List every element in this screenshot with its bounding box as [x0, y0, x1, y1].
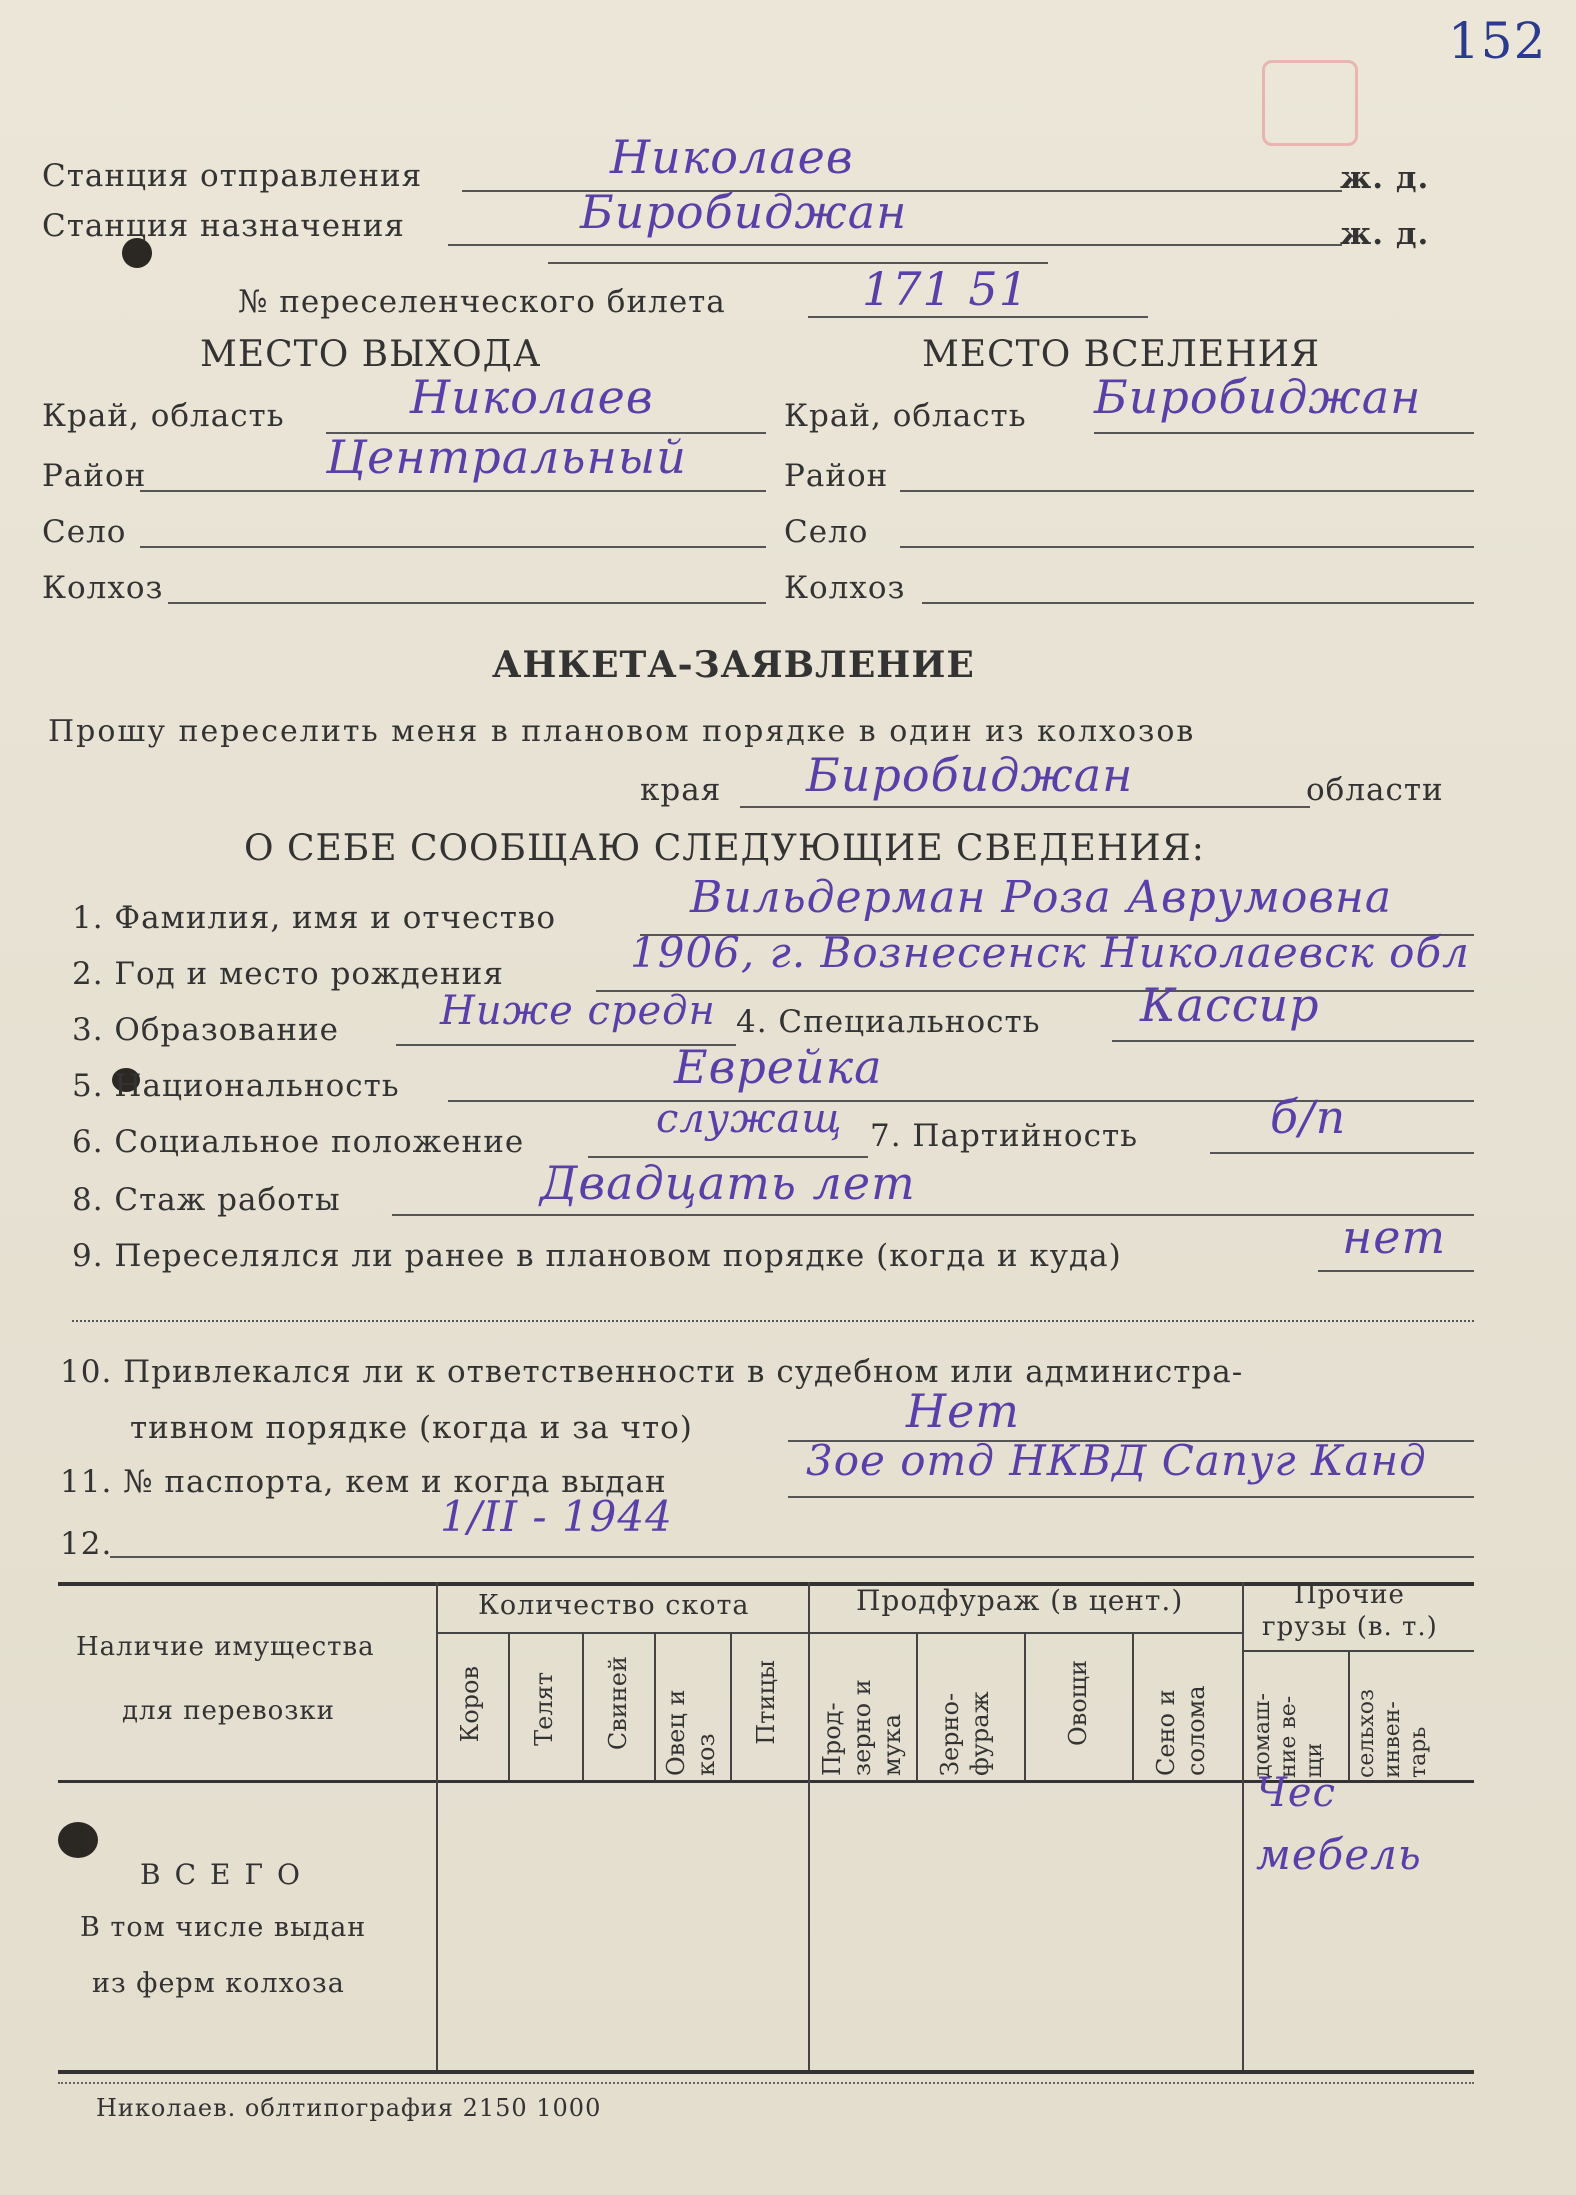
q4-value: Кассир: [1140, 978, 1320, 1032]
table-col-divider: [730, 1632, 732, 1780]
footer-printer: Николаев. облтипография 2150 1000: [96, 2094, 602, 2122]
departure-value: Николаев: [610, 130, 854, 184]
stamp-mark: [1262, 60, 1358, 146]
table-total-label: ВСЕГО: [140, 1858, 314, 1891]
q5-value: Еврейка: [674, 1040, 883, 1094]
destination-district-label: Район: [784, 458, 889, 494]
q10-label-line2: тивном порядке (когда и за что): [130, 1410, 693, 1446]
q11-date: 1/II - 1944: [440, 1492, 673, 1541]
q4-label: 4. Специальность: [736, 1004, 1041, 1040]
table-issued-line1: В том числе выдан: [80, 1912, 367, 1943]
table-bottom-border: [58, 2070, 1474, 2074]
col-grain: [818, 1640, 906, 1776]
table-col-divider: [1132, 1632, 1134, 1780]
table-col-divider: [654, 1632, 656, 1780]
q4-line: [1112, 1040, 1474, 1042]
col-household-line3: щи: [1302, 1742, 1327, 1778]
col-sheep-line2: коз: [692, 1733, 720, 1776]
col-household-line1: домаш-: [1250, 1693, 1275, 1778]
table-col-divider: [916, 1632, 918, 1780]
table-divider-rowheader: [436, 1582, 438, 2070]
table-row-header-line2: для перевозки: [122, 1696, 335, 1726]
q12-label: 12.: [60, 1526, 113, 1562]
col-sheep-line1: Овец и: [662, 1689, 690, 1776]
col-hay: [1152, 1640, 1210, 1776]
table-group-other-line1: Прочие: [1294, 1580, 1405, 1610]
destination-kolkhoz-line: [922, 602, 1474, 604]
destination-district-line: [900, 490, 1474, 492]
q9-value: нет: [1342, 1210, 1447, 1264]
q5-label: 5. Национальность: [72, 1068, 400, 1104]
origin-kolkhoz-line: [168, 602, 766, 604]
origin-title: МЕСТО ВЫХОДА: [200, 334, 542, 375]
table-divider-fodder-end: [1242, 1582, 1244, 2070]
col-agri-line3: тарь: [1406, 1726, 1431, 1778]
request-oblast: области: [1306, 772, 1444, 808]
origin-district-line: [140, 490, 766, 492]
page-number: 152: [1448, 12, 1547, 70]
q7-value: б/п: [1270, 1090, 1347, 1144]
table-top-border: [58, 1582, 1474, 1586]
col-household: [1250, 1656, 1328, 1778]
q9-line2: [72, 1320, 1474, 1322]
origin-region-label: Край, область: [42, 398, 285, 434]
footer-rule: [58, 2082, 1474, 2084]
col-cows: Коров: [456, 1666, 484, 1743]
table-group-other-line2: грузы (в. т.): [1262, 1612, 1438, 1642]
q1-label: 1. Фамилия, имя и отчество: [72, 900, 557, 936]
departure-rail-suffix: ж. д.: [1340, 160, 1430, 196]
col-feedgrain-line1: Зерно-: [936, 1692, 964, 1776]
q12-line: [110, 1556, 1474, 1558]
destination-region-label: Край, область: [784, 398, 1027, 434]
table-issued-line2: из ферм колхоза: [92, 1968, 345, 1999]
table-col-divider: [508, 1632, 510, 1780]
origin-village-line: [140, 546, 766, 548]
col-calves: Телят: [530, 1672, 558, 1746]
punch-hole-bottom: [58, 1822, 98, 1858]
table-col-divider: [1348, 1650, 1350, 1780]
col-birds: Птицы: [752, 1660, 780, 1745]
ticket-line: [808, 316, 1148, 318]
ticket-value: 171 51: [862, 262, 1029, 316]
col-household-line2: ние ве-: [1276, 1695, 1301, 1778]
destination-kolkhoz-label: Колхоз: [784, 570, 906, 606]
q11-label: 11. № паспорта, кем и когда выдан: [60, 1464, 667, 1500]
table-divider-livestock-end: [808, 1582, 810, 2070]
arrival-line: [448, 244, 1342, 246]
q2-label: 2. Год и место рождения: [72, 956, 504, 992]
table-group-livestock: Количество скота: [478, 1590, 750, 1621]
destination-region-line: [1094, 432, 1474, 434]
origin-region-value: Николаев: [410, 370, 654, 424]
q7-line: [1210, 1152, 1474, 1154]
q8-value: Двадцать лет: [540, 1156, 916, 1210]
col-agri-line2: инвен-: [1380, 1701, 1405, 1778]
request-kray: края: [640, 772, 722, 808]
col-vegetables: Овощи: [1064, 1660, 1092, 1746]
request-oblast-value: Биробиджан: [806, 748, 1134, 802]
arrival-label: Станция назначения: [42, 208, 405, 244]
col-grain-line3: мука: [878, 1713, 906, 1776]
table-household-value-line2: мебель: [1256, 1830, 1422, 1879]
col-grain-line1: Прод-: [818, 1702, 846, 1776]
q11-value: 3ое отд НКВД Сапуг Канд: [806, 1436, 1427, 1485]
col-grain-line2: зерно и: [848, 1679, 876, 1776]
q2-line: [596, 990, 1474, 992]
destination-village-label: Село: [784, 514, 869, 550]
col-hay-line2: солома: [1182, 1685, 1210, 1776]
destination-title: МЕСТО ВСЕЛЕНИЯ: [922, 334, 1321, 375]
q10-label-line1: 10. Привлекался ли к ответственности в судебном или администра-: [60, 1354, 1244, 1390]
table-col-divider: [582, 1632, 584, 1780]
q2-value: 1906, г. Вознесенск Николаевск обл: [630, 928, 1470, 977]
q3-label: 3. Образование: [72, 1012, 340, 1048]
q11-line: [788, 1496, 1474, 1498]
origin-district-label: Район: [42, 458, 147, 494]
q8-line: [392, 1214, 1474, 1216]
request-line1: Прошу переселить меня в плановом порядке в один из колхозов: [48, 714, 1196, 749]
q6-label: 6. Социальное положение: [72, 1124, 525, 1160]
form-title: АНКЕТА-ЗАЯВЛЕНИЕ: [492, 644, 975, 686]
ticket-label: № переселенческого билета: [238, 284, 726, 320]
q6-value: служащ: [656, 1096, 843, 1142]
arrival-value: Биробиджан: [580, 185, 908, 239]
q3-value: Ниже средн: [440, 988, 716, 1034]
origin-district-value: Центральный: [326, 430, 687, 484]
col-hay-line1: Сено и: [1152, 1689, 1180, 1776]
origin-kolkhoz-label: Колхоз: [42, 570, 164, 606]
table-row-header-line1: Наличие имущества: [76, 1632, 375, 1662]
destination-region-value: Биробиджан: [1094, 370, 1422, 424]
form-subtitle: О СЕБЕ СООБЩАЮ СЛЕДУЮЩИЕ СВЕДЕНИЯ:: [244, 828, 1205, 869]
table-col-divider: [1024, 1632, 1026, 1780]
table-group-fodder: Продфураж (в цент.): [856, 1584, 1184, 1617]
col-agri: [1354, 1656, 1432, 1778]
table-household-value-line1: Чес: [1256, 1770, 1336, 1816]
departure-label: Станция отправления: [42, 158, 423, 194]
destination-village-line: [900, 546, 1474, 548]
q1-value: Вильдерман Роза Аврумовна: [690, 872, 1393, 923]
arrival-rail-suffix: ж. д.: [1340, 216, 1430, 252]
col-sheep: [662, 1646, 720, 1776]
table-subheader-line-livestock: [436, 1632, 808, 1634]
col-feedgrain-line2: фураж: [966, 1691, 994, 1776]
q9-line: [1318, 1270, 1474, 1272]
request-oblast-line: [740, 806, 1310, 808]
col-agri-line1: сельхоз: [1354, 1689, 1379, 1778]
col-feedgrain: [936, 1640, 994, 1776]
origin-village-label: Село: [42, 514, 127, 550]
q10-value: Нет: [906, 1384, 1020, 1438]
table-subheader-line-other: [1242, 1650, 1474, 1652]
q8-label: 8. Стаж работы: [72, 1182, 341, 1218]
q9-label: 9. Переселялся ли ранее в плановом порядке (когда и куда): [72, 1238, 1122, 1274]
q7-label: 7. Партийность: [870, 1118, 1138, 1154]
col-pigs: Свиней: [604, 1656, 632, 1751]
